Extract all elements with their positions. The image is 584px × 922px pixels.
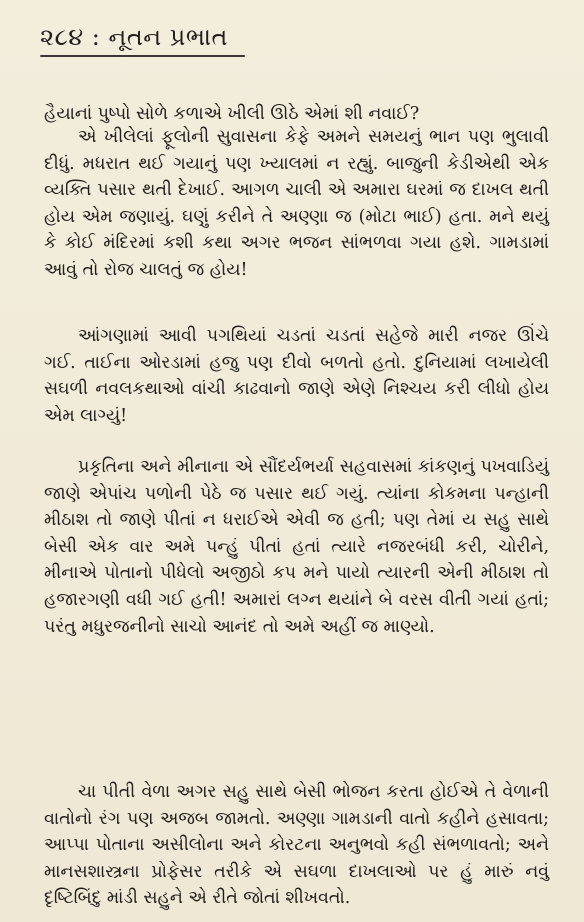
page-header-title: ૨૮૪ : નૂતન પ્રભાત [40, 23, 228, 51]
paragraph-2: એ ખીલેલાં ફૂલોની સુવાસના કેફે અમને સમયનું ભાન પણ ભુલાવી દીધું. મધરાત થઈ ગયાનું પણ ખ્યાલમાં ન રહ્યું. બાજુની કેડીએથી એક વ્યક્તિ પસાર થતી દેખાઈ. આગળ ચાલી એ અમારા ઘરમાં જ દાખલ થતી હોય એમ જણાયું. ઘણું કરીને તે અણ્ણા જ (મોટા ભાઈ) હતા. મને થયું કે કોઈ મંદિરમાં કશી કથા અગર ભજન સાંભળવા ગયા હશે. ગામડામાં આવું તો રોજ ચાલતું જ હોય! [44, 127, 555, 280]
paragraph-5: ચા પીતી વેળા અગર સહુ સાથે બેસી ભોજન કરતા હોઈએ તે વેળાની વાતોનો રંગ પણ અજબ જામતો. અણ્ણા ગામડાની વાતો કહીને હસાવતા; આપ્પા પોતાના અસીલોના અને કોરટના અનુભવો કહી સંભળાવતો; અને માનસશાસ્ત્રના પ્રોફેસર તરીકે એ સઘળા દાખલાઓ પર હું મારું નવું દૃષ્ટિબિંદુ માંડી સહુને એ રીતે જોતાં શીખવતો. [44, 782, 555, 909]
page-header [40, 22, 260, 58]
paragraph-4: પ્રકૃતિના અને મીનાના એ સૌંદર્યભર્યા સહવાસમાં કાંકણનું પખવાડિયું જાણે એપાંચ પળોની પેઠે જ પસાર થઈ ગયું. ત્યાંના કોકમના પન્હાની મીઠાશ તો જાણે પીતાં ન ધરાઈએ એવી જ હતી; પણ તેમાં ય સહુ સાથે બેસી એક વાર અમે પન્હું પીતાં હતાં ત્યારે નજરબંધી કરી, ચોરીને, મીનાએ પોતાનો પીધેલો અજીઠો કપ મને પાયો ત્યારની એની મીઠાશ તો હજારગણી વધી ગઈ હતી! અમારાં લગ્ન થયાંને બે વરસ વીતી ગયાં હતાં; પરંતુ મધુરજનીનો સાચો આનંદ તો અમે અહીં જ માણ્યો. [44, 457, 555, 637]
paragraph-3: આંગણામાં આવી પગથિયાં ચડતાં ચડતાં સહેજે મારી નજર ઊંચે ગઈ. તાઈના ઓરડામાં હજુ પણ દીવો બળતો હતો. દુનિયામાં લખાયેલી સઘળી નવલકથાઓ વાંચી કાઢવાનો જાણે એણે નિશ્ચય કરી લીધો હોય એમ લાગ્યું! [44, 326, 555, 426]
header-underline [40, 55, 245, 57]
paragraph-1: હૈયાનાં પુષ્પો સોળે કળાએ ખીલી ઊઠે એમાં શી નવાઈ? [44, 104, 420, 124]
